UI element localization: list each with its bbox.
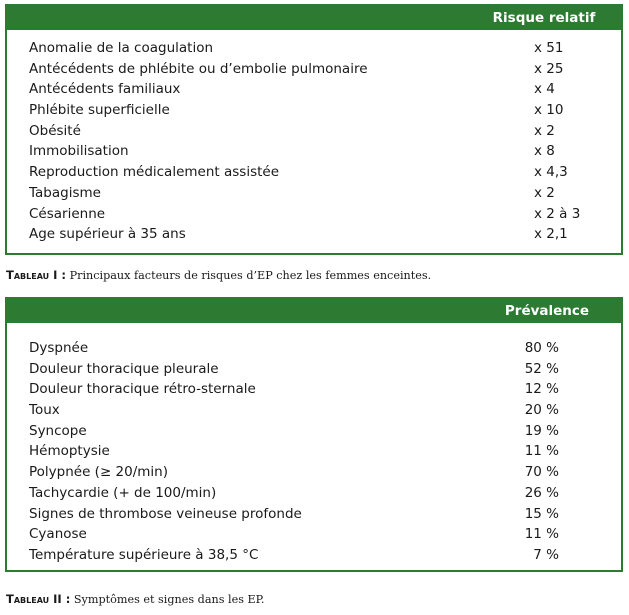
caption-text: Symptômes et signes dans les EP. bbox=[70, 593, 265, 606]
row-value: x 4,3 bbox=[534, 164, 568, 181]
row-value: 11 % bbox=[524, 526, 559, 543]
row-value: x 2 à 3 bbox=[534, 205, 581, 222]
table-row bbox=[7, 338, 621, 359]
row-value: 20 % bbox=[524, 402, 559, 419]
row-label: Anomalie de la coagulation bbox=[29, 40, 214, 56]
table-caption-2 bbox=[6, 592, 264, 606]
row-label: Obésité bbox=[29, 122, 81, 139]
table-row bbox=[7, 59, 621, 80]
row-label: Césarienne bbox=[29, 205, 106, 222]
table-row bbox=[7, 162, 621, 183]
row-label: Syncope bbox=[29, 422, 87, 439]
row-label: Cyanose bbox=[29, 526, 87, 543]
table-body bbox=[7, 38, 621, 245]
table-row bbox=[7, 38, 621, 59]
table-row bbox=[7, 421, 621, 442]
table-row bbox=[7, 379, 621, 400]
column-header-relative-risk: Risque relatif bbox=[492, 10, 596, 26]
table-header-bar bbox=[7, 6, 621, 30]
risk-factors-table bbox=[5, 4, 623, 255]
row-label: Température supérieure à 38,5 °C bbox=[29, 546, 259, 563]
row-value: x 2,1 bbox=[534, 226, 568, 243]
caption-prefix: Tableau II : bbox=[6, 592, 71, 606]
row-value: x 51 bbox=[534, 40, 564, 56]
row-label: Tachycardie (+ de 100/min) bbox=[29, 484, 217, 501]
table-row bbox=[7, 483, 621, 504]
row-label: Toux bbox=[29, 402, 60, 419]
row-label: Phlébite superficielle bbox=[29, 102, 170, 119]
table-row bbox=[7, 100, 621, 121]
table-row bbox=[7, 504, 621, 525]
row-label: Reproduction médicalement assistée bbox=[29, 164, 280, 181]
table-row bbox=[7, 183, 621, 204]
table-body bbox=[7, 338, 621, 566]
row-value: 70 % bbox=[524, 464, 559, 481]
table-row bbox=[7, 524, 621, 545]
row-value: x 4 bbox=[534, 81, 555, 98]
table-row bbox=[7, 359, 621, 380]
row-value: 80 % bbox=[524, 340, 559, 356]
row-label: Antécédents de phlébite ou d’embolie pulmonaire bbox=[29, 60, 368, 77]
row-value: x 25 bbox=[534, 60, 564, 77]
table-header-bar bbox=[7, 299, 621, 323]
row-value: x 2 bbox=[534, 184, 555, 201]
row-label: Signes de thrombose veineuse profonde bbox=[29, 505, 302, 522]
row-value: 52 % bbox=[524, 360, 559, 377]
column-header-prevalence: Prévalence bbox=[504, 303, 590, 319]
table-row bbox=[7, 204, 621, 225]
table-caption-1 bbox=[6, 268, 431, 282]
row-label: Polypnée (≥ 20/min) bbox=[29, 464, 169, 481]
table-row bbox=[7, 224, 621, 245]
table-row bbox=[7, 441, 621, 462]
row-label: Tabagisme bbox=[29, 184, 101, 201]
table-row bbox=[7, 121, 621, 142]
table-row bbox=[7, 79, 621, 100]
table-row bbox=[7, 141, 621, 162]
caption-text: Principaux facteurs de risques d’EP chez les femmes enceintes. bbox=[66, 269, 432, 282]
table-row bbox=[7, 400, 621, 421]
row-value: 11 % bbox=[524, 443, 559, 460]
row-value: x 2 bbox=[534, 122, 555, 139]
row-label: Dyspnée bbox=[29, 340, 89, 356]
row-value: 7 % bbox=[533, 546, 559, 563]
row-label: Antécédents familiaux bbox=[29, 81, 181, 98]
symptoms-table bbox=[5, 297, 623, 572]
caption-prefix: Tableau I : bbox=[6, 268, 67, 282]
row-value: 26 % bbox=[524, 484, 559, 501]
row-value: 15 % bbox=[524, 505, 559, 522]
row-label: Douleur thoracique rétro-sternale bbox=[29, 381, 256, 398]
row-value: 19 % bbox=[524, 422, 559, 439]
row-value: x 10 bbox=[534, 102, 564, 119]
row-label: Douleur thoracique pleurale bbox=[29, 360, 219, 377]
row-label: Age supérieur à 35 ans bbox=[29, 226, 186, 243]
row-label: Immobilisation bbox=[29, 143, 129, 160]
table-row bbox=[7, 462, 621, 483]
row-value: 12 % bbox=[524, 381, 559, 398]
row-value: x 8 bbox=[534, 143, 555, 160]
table-row bbox=[7, 545, 621, 566]
row-label: Hémoptysie bbox=[29, 443, 110, 460]
